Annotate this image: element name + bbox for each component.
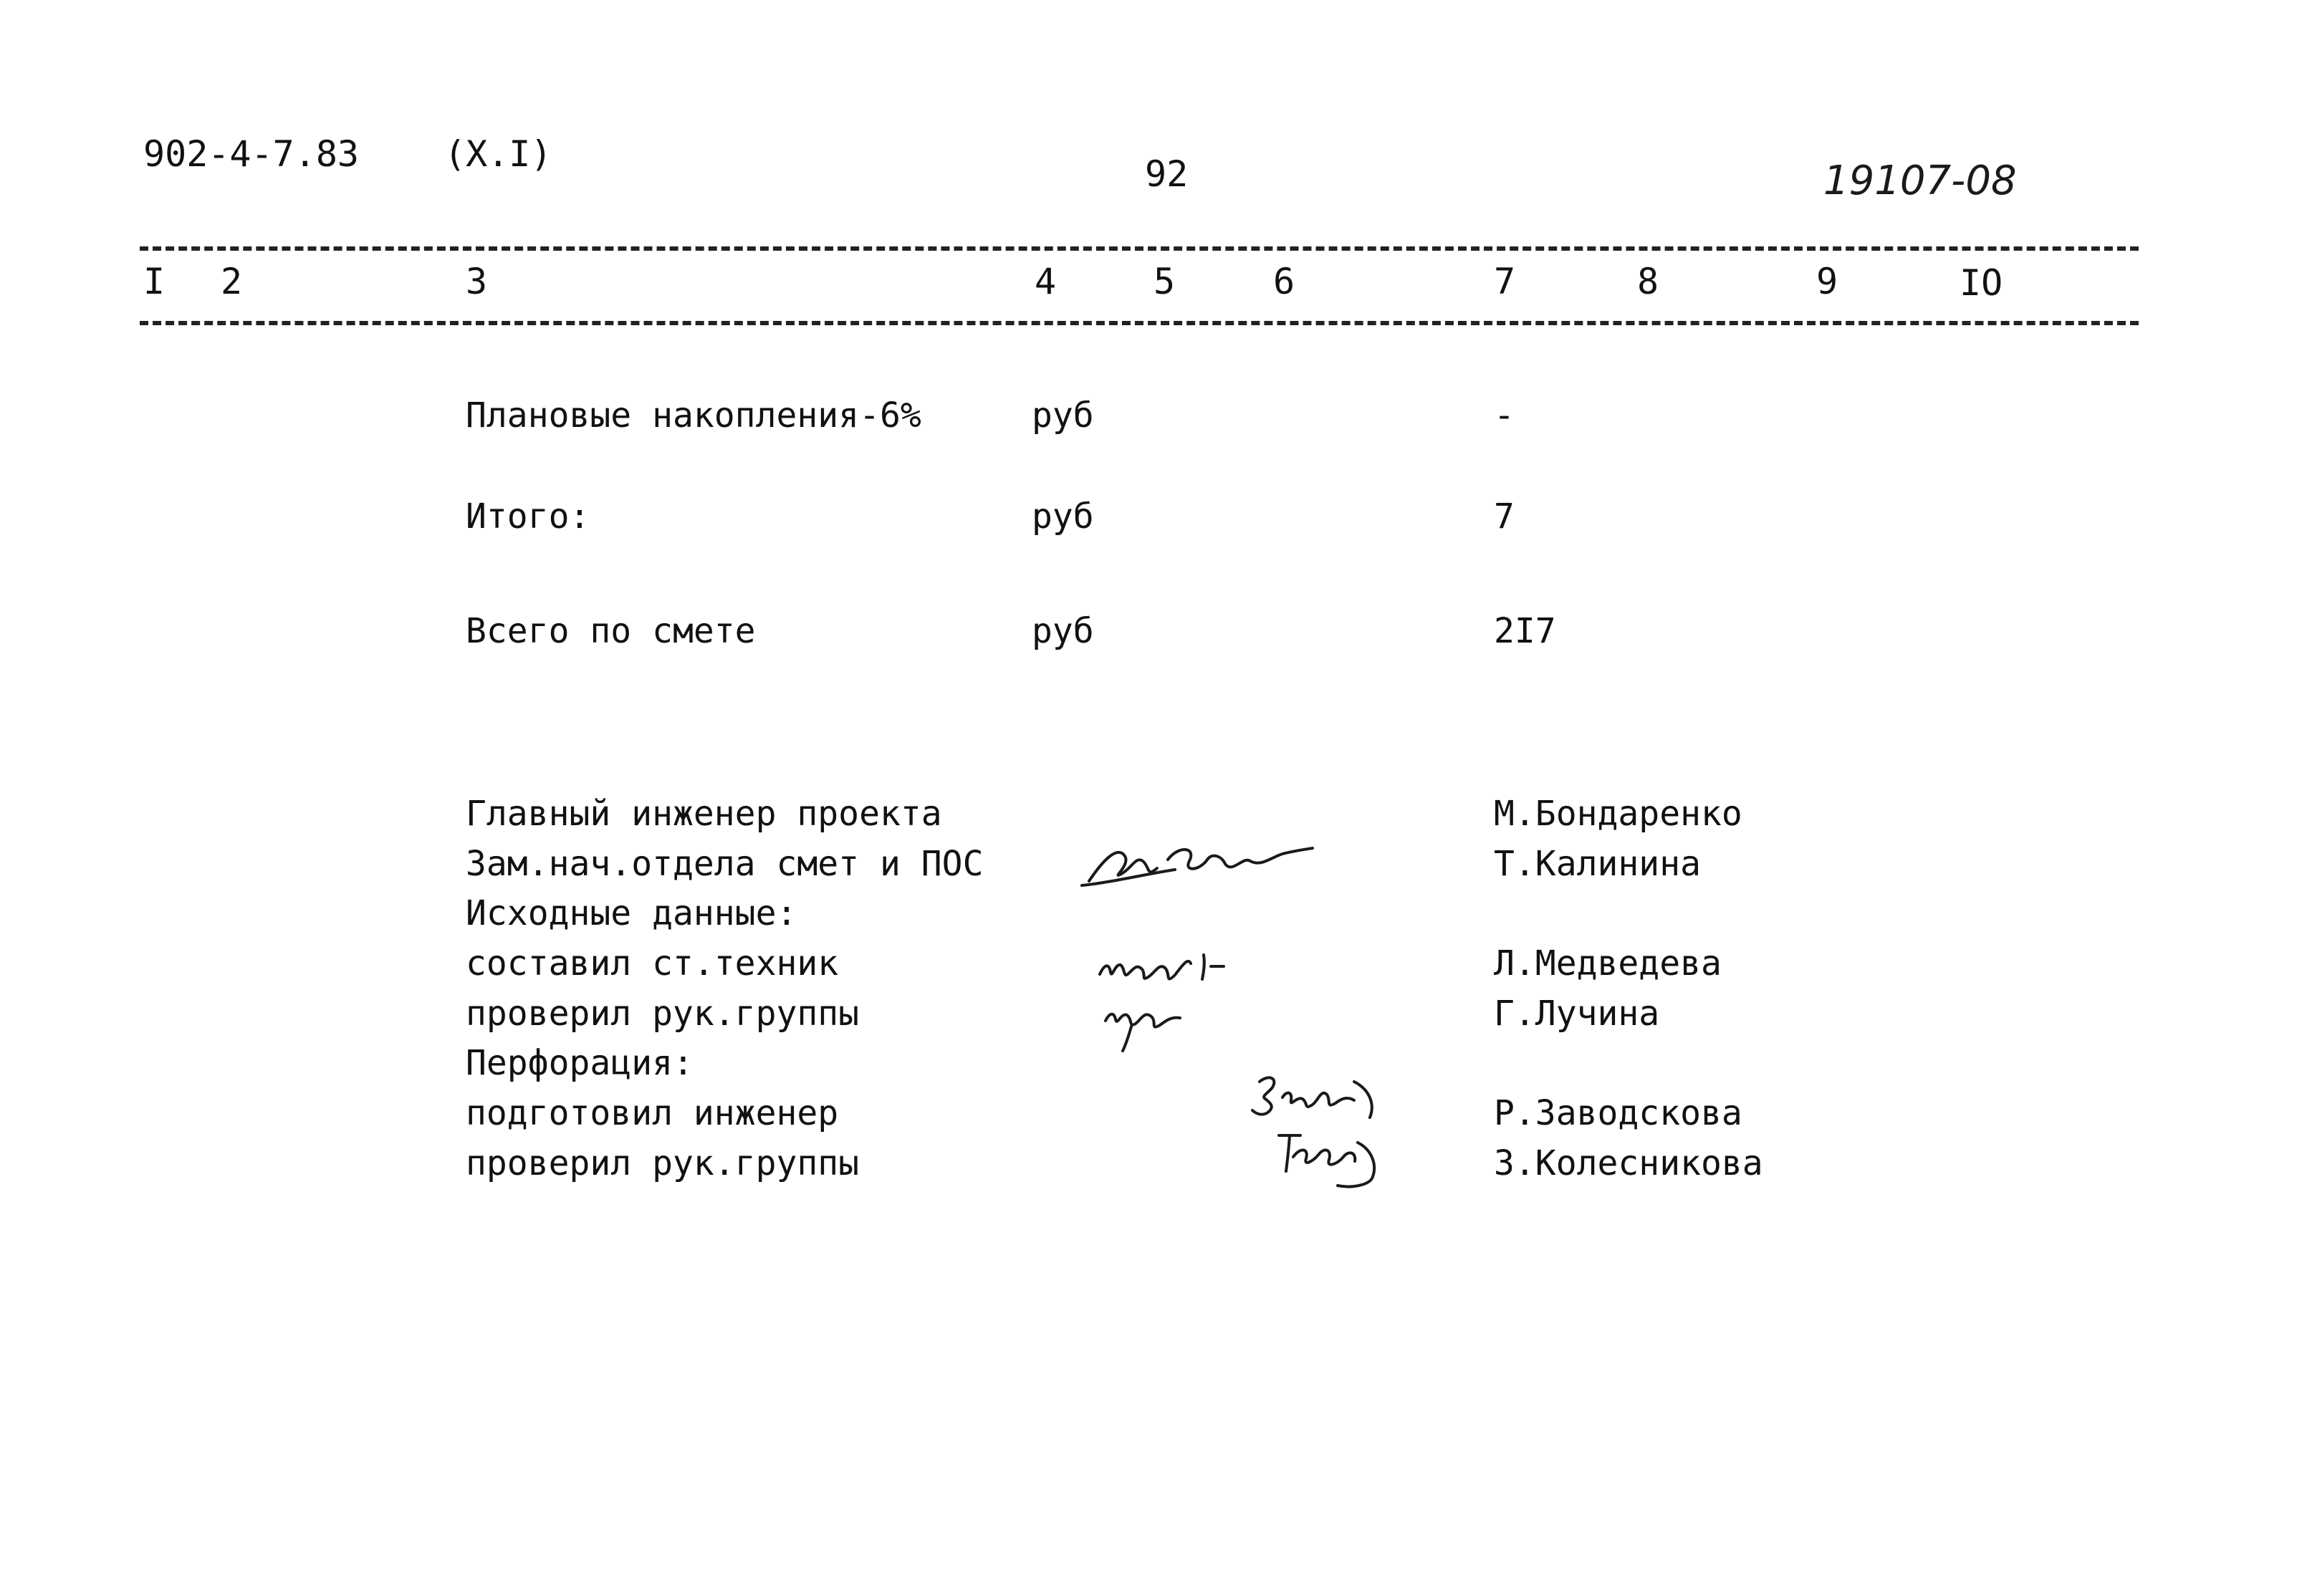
handwritten-signature-kolesnikova (1272, 1114, 1401, 1193)
signature-name-luchina: Г.Лучина (1494, 994, 1660, 1034)
row-value-subtotal: 7 (1494, 496, 1515, 537)
row-unit-estimate-total: руб (1032, 611, 1094, 651)
signature-name-kalinina: Т.Калинина (1494, 844, 1701, 884)
column-number-3: 3 (466, 261, 488, 302)
section-code: (X.I) (444, 133, 552, 175)
row-label-subtotal: Итого: (466, 496, 590, 537)
row-value-planned-savings: - (1494, 395, 1515, 436)
signature-section-perforation: Перфорация: (466, 1043, 694, 1083)
signature-role-checked-by-2: проверил рук.группы (466, 1143, 860, 1183)
row-unit-subtotal: руб (1032, 496, 1094, 537)
signature-name-kolesnikova: З.Колесникова (1494, 1143, 1763, 1183)
page-number: 92 (1145, 153, 1189, 195)
column-number-6: 6 (1273, 261, 1295, 302)
signature-name-medvedeva: Л.Медведева (1494, 943, 1722, 984)
signature-name-bondarenko: М.Бондаренко (1494, 794, 1742, 834)
column-number-5: 5 (1154, 261, 1176, 302)
column-number-7: 7 (1494, 261, 1516, 302)
column-header-top-rule (140, 246, 2139, 251)
column-number-10: IO (1960, 262, 2003, 304)
reference-number: 19107-08 (1823, 158, 2017, 204)
row-label-planned-savings: Плановые накопления-6% (466, 395, 921, 436)
document-code: 902-4-7.83 (143, 133, 360, 175)
signature-name-zavodskova: Р.Заводскова (1494, 1093, 1742, 1133)
signature-role-chief-engineer: Главный инженер проекта (466, 794, 942, 834)
signature-section-source-data: Исходные данные: (466, 893, 797, 933)
row-label-estimate-total: Всего по смете (466, 611, 756, 651)
row-value-estimate-total: 2I7 (1494, 611, 1556, 651)
column-header-bottom-rule (140, 321, 2139, 325)
row-unit-planned-savings: руб (1032, 395, 1094, 436)
column-number-2: 2 (221, 261, 243, 302)
signature-role-prepared-by: подготовил инженер (466, 1093, 839, 1133)
column-number-1: I (143, 261, 166, 302)
handwritten-signature-kalinina (1082, 817, 1318, 895)
column-number-4: 4 (1035, 261, 1057, 302)
signature-role-deputy-head: Зам.нач.отдела смет и ПОС (466, 844, 984, 884)
column-number-8: 8 (1637, 261, 1659, 302)
signature-role-compiled-by: составил ст.техник (466, 943, 839, 984)
column-number-9: 9 (1816, 261, 1838, 302)
signature-role-checked-by-1: проверил рук.группы (466, 994, 860, 1034)
handwritten-signature-luchina (1100, 985, 1200, 1057)
